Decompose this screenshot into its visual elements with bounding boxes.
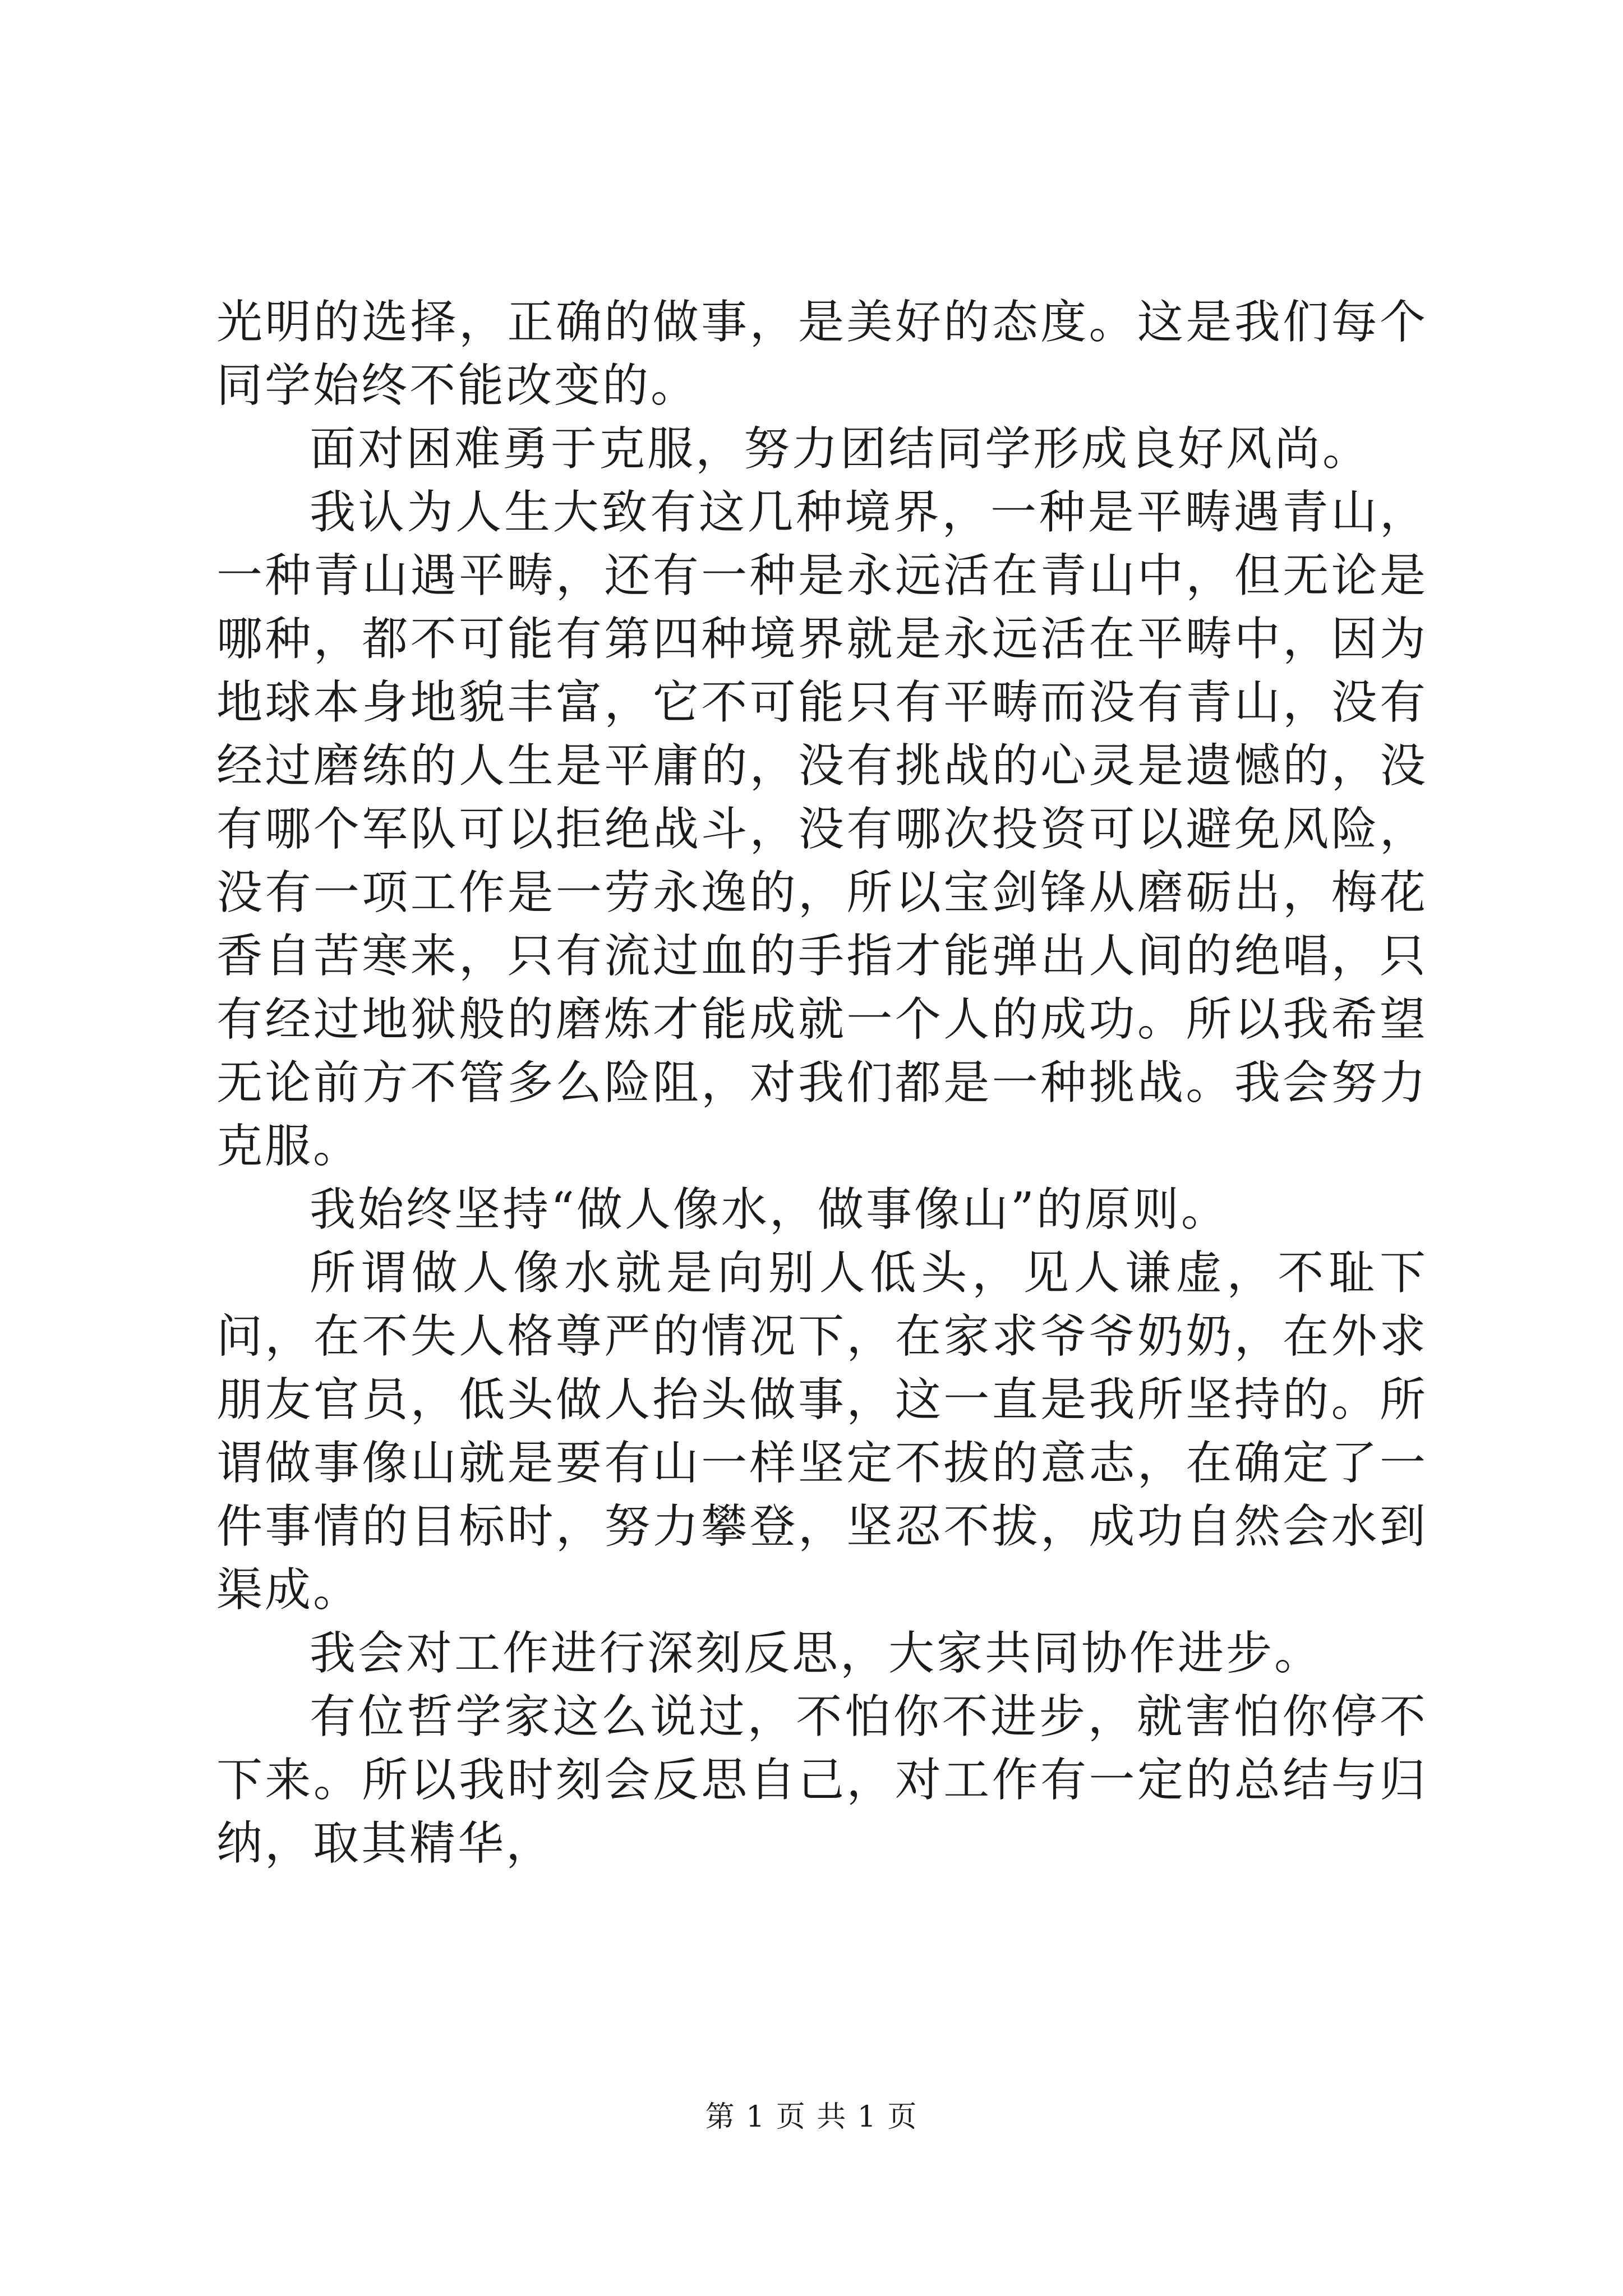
paragraph-1: 光明的选择，正确的做事，是美好的态度。这是我们每个同学始终不能改变的。 [216,296,1428,412]
document-body [216,291,1428,1875]
paragraph-2: 面对困难勇于克服，努力团结同学形成良好风尚。 [310,422,1371,476]
paragraph-7: 有位哲学家这么说过，不怕你不进步，就害怕你停不下来。所以我时刻会反思自己，对工作有一定的总结与归纳，取其精华， [216,1690,1428,1870]
paragraph-5: 所谓做人像水就是向别人低头，见人谦虚，不耻下问，在不失人格尊严的情况下，在家求爷爷奶奶，在外求朋友官员，低头做人抬头做事，这一直是我所坚持的。所谓做事像山就是要有山一样坚定不拔的意志，在确定了一件事情的目标时，努力攀登，坚忍不拔，成功自然会水到渠成。 [216,1246,1428,1617]
paragraph-3: 我认为人生大致有这几种境界，一种是平畴遇青山，一种青山遇平畴，还有一种是永远活在青山中，但无论是哪种，都不可能有第四种境界就是永远活在平畴中，因为地球本身地貌丰富，它不可能只有平畴而没有青山，没有经过磨练的人生是平庸的，没有挑战的心灵是遗憾的，没有哪个军队可以拒绝战斗，没有哪次投资可以避免风险，没有一项工作是一劳永逸的，所以宝剑锋从磨砺出，梅花香自苦寒来，只有流过血的手指才能弹出人间的绝唱，只有经过地狱般的磨炼才能成就一个人的成功。所以我希望无论前方不管多么险阻，对我们都是一种挑战。我会努力克服。 [216,486,1428,1173]
page-footer: 第 1 页 共 1 页 [705,2100,918,2134]
paragraph-4: 我始终坚持“做人像水，做事像山”的原则。 [310,1183,1229,1236]
paragraph-6: 我会对工作进行深刻反思，大家共同协作进步。 [310,1627,1323,1680]
